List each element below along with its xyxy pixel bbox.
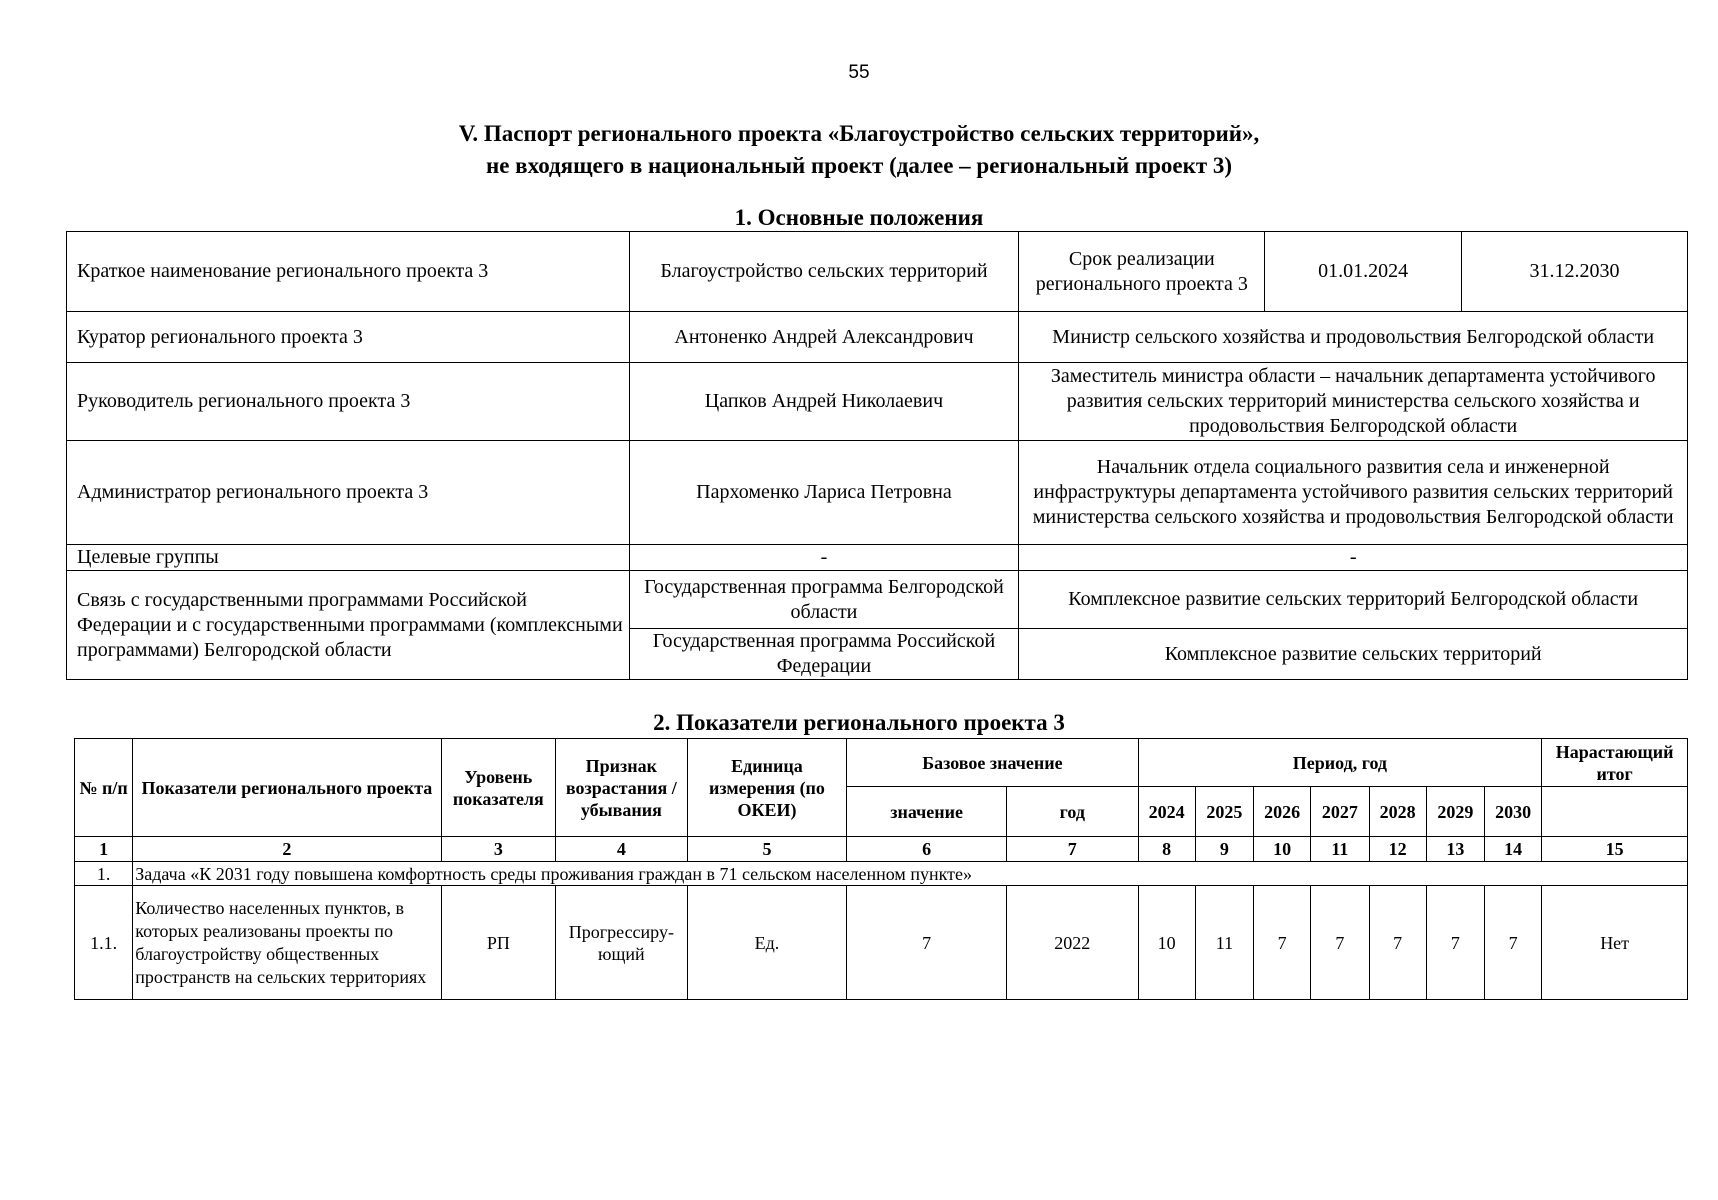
admin-name: Пархоменко Лариса Петровна bbox=[629, 441, 1019, 545]
header-base: Базовое значение bbox=[847, 739, 1138, 787]
row-value-2029: 7 bbox=[1426, 886, 1484, 1000]
header-row-1 bbox=[75, 739, 1688, 787]
task-row bbox=[75, 862, 1688, 886]
column-number: 8 bbox=[1138, 837, 1195, 862]
header-trend: Признак возрастания / убывания bbox=[556, 739, 688, 837]
federal-program-type: Государственная программа Российской Федерации bbox=[629, 629, 1019, 680]
header-base-year: год bbox=[1007, 787, 1139, 837]
header-year: 2024 bbox=[1138, 787, 1195, 837]
section-2-heading: 2. Показатели регионального проекта 3 bbox=[653, 710, 1065, 735]
row-indicator: Количество населенных пунктов, в которых реализованы проекты по благоустройству общественных пространств на сельских территориях bbox=[133, 886, 441, 1000]
header-indicator: Показатели регионального проекта bbox=[133, 739, 441, 837]
row-value-2027: 7 bbox=[1311, 886, 1369, 1000]
row-level: РП bbox=[441, 886, 555, 1000]
title-line-2: не входящего в национальный проект (далее – региональный проект 3) bbox=[485, 153, 1233, 178]
page-number: 55 bbox=[848, 62, 870, 83]
column-number: 1 bbox=[75, 837, 133, 862]
row-unit: Ед. bbox=[687, 886, 847, 1000]
header-cumulative-empty bbox=[1542, 787, 1688, 837]
column-number: 2 bbox=[133, 837, 441, 862]
row-no: 1.1. bbox=[75, 886, 133, 1000]
header-year: 2025 bbox=[1195, 787, 1253, 837]
column-number: 15 bbox=[1542, 837, 1688, 862]
row-trend: Прогрессиру-ющий bbox=[556, 886, 688, 1000]
row-value-2030: 7 bbox=[1485, 886, 1542, 1000]
short-name-value: Благоустройство сельских территорий bbox=[629, 232, 1019, 312]
federal-program-name: Комплексное развитие сельских территорий bbox=[1019, 629, 1688, 680]
short-name-row bbox=[67, 232, 1688, 312]
admin-label: Администратор регионального проекта 3 bbox=[67, 441, 630, 545]
column-number: 5 bbox=[687, 837, 847, 862]
row-value-2028: 7 bbox=[1369, 886, 1426, 1000]
header-year: 2029 bbox=[1426, 787, 1484, 837]
column-number: 12 bbox=[1369, 837, 1426, 862]
column-number: 9 bbox=[1195, 837, 1253, 862]
head-position: Заместитель министра области – начальник департамента устойчивого развития сельских территорий министерства сельского хозяйства и продовольствия Белгородской области bbox=[1019, 363, 1688, 441]
term-start-date: 01.01.2024 bbox=[1265, 232, 1462, 312]
column-number: 6 bbox=[847, 837, 1007, 862]
row-base-value: 7 bbox=[847, 886, 1007, 1000]
column-number: 14 bbox=[1485, 837, 1542, 862]
head-name: Цапков Андрей Николаевич bbox=[629, 363, 1019, 441]
term-label: Срок реализации регионального проекта 3 bbox=[1019, 232, 1265, 312]
column-number: 11 bbox=[1311, 837, 1369, 862]
curator-name: Антоненко Андрей Александрович bbox=[629, 312, 1019, 363]
target-groups-value-2: - bbox=[1019, 545, 1688, 571]
header-year: 2027 bbox=[1311, 787, 1369, 837]
header-year: 2026 bbox=[1254, 787, 1311, 837]
curator-row bbox=[67, 312, 1688, 363]
task-no: 1. bbox=[75, 862, 133, 886]
column-number: 7 bbox=[1007, 837, 1139, 862]
admin-position: Начальник отдела социального развития села и инженерной инфраструктуры департамента устойчивого развития сельских территорий министерства сельского хозяйства и продовольствия Белгородской области bbox=[1019, 441, 1688, 545]
header-cumulative: Нарастающий итог bbox=[1542, 739, 1688, 787]
curator-position: Министр сельского хозяйства и продовольствия Белгородской области bbox=[1019, 312, 1688, 363]
column-number: 10 bbox=[1254, 837, 1311, 862]
header-year: 2030 bbox=[1485, 787, 1542, 837]
regional-program-name: Комплексное развитие сельских территорий Белгородской области bbox=[1019, 571, 1688, 629]
target-groups-row bbox=[67, 545, 1688, 571]
curator-label: Куратор регионального проекта 3 bbox=[67, 312, 630, 363]
title-line-1: V. Паспорт регионального проекта «Благоустройство сельских территорий», bbox=[458, 121, 1260, 146]
main-provisions-table bbox=[66, 231, 1688, 680]
header-period: Период, год bbox=[1138, 739, 1542, 787]
admin-row bbox=[67, 441, 1688, 545]
target-groups-value-1: - bbox=[629, 545, 1019, 571]
program-links-label: Связь с государственными программами Российской Федерации и с государственными программами (комплексными программами) Белгородской области bbox=[67, 571, 630, 680]
document-title bbox=[0, 118, 1718, 182]
row-base-year: 2022 bbox=[1007, 886, 1139, 1000]
column-number: 13 bbox=[1426, 837, 1484, 862]
column-number: 4 bbox=[556, 837, 688, 862]
section-1-heading: 1. Основные положения bbox=[734, 205, 984, 230]
column-number: 3 bbox=[441, 837, 555, 862]
row-value-2024: 10 bbox=[1138, 886, 1195, 1000]
program-link-row-regional bbox=[67, 571, 1688, 629]
header-base-value: значение bbox=[847, 787, 1007, 837]
head-label: Руководитель регионального проекта 3 bbox=[67, 363, 630, 441]
indicators-table bbox=[74, 738, 1688, 1000]
term-end-date: 31.12.2030 bbox=[1462, 232, 1688, 312]
row-cumulative: Нет bbox=[1542, 886, 1688, 1000]
table-row bbox=[75, 886, 1688, 1000]
header-year: 2028 bbox=[1369, 787, 1426, 837]
header-level: Уровень показателя bbox=[441, 739, 555, 837]
regional-program-type: Государственная программа Белгородской области bbox=[629, 571, 1019, 629]
row-value-2025: 11 bbox=[1195, 886, 1253, 1000]
head-row bbox=[67, 363, 1688, 441]
header-no: № п/п bbox=[75, 739, 133, 837]
task-text: Задача «К 2031 году повышена комфортность среды проживания граждан в 71 сельском населенном пункте» bbox=[133, 862, 1688, 886]
row-value-2026: 7 bbox=[1254, 886, 1311, 1000]
target-groups-label: Целевые группы bbox=[67, 545, 630, 571]
column-number-row bbox=[75, 837, 1688, 862]
header-unit: Единица измерения (по ОКЕИ) bbox=[687, 739, 847, 837]
short-name-label: Краткое наименование регионального проекта 3 bbox=[67, 232, 630, 312]
